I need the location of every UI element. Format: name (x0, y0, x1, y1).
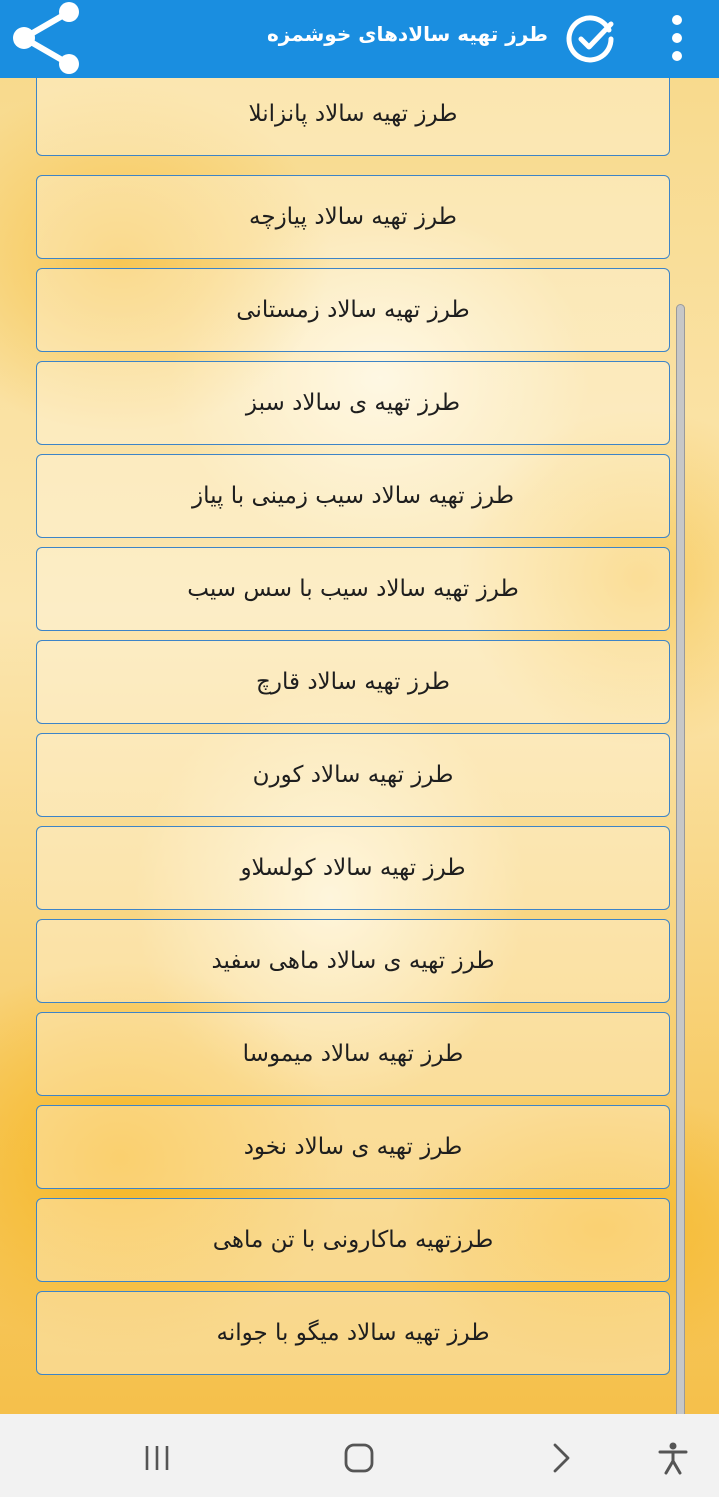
salad-list (0, 78, 719, 1414)
list-item[interactable] (36, 78, 670, 156)
list-item-label: طرز تهیه سالاد کولسلاو (240, 855, 466, 881)
list-item[interactable] (36, 919, 670, 1003)
content-area (0, 78, 719, 1414)
list-item-label: طرز تهیه سالاد پانزانلا (248, 101, 458, 127)
recent-apps-icon[interactable] (140, 1441, 174, 1475)
more-vertical-icon[interactable] (664, 12, 690, 66)
list-item-label: طرز تهیه سالاد زمستانی (236, 297, 470, 323)
list-item[interactable] (36, 454, 670, 538)
list-item[interactable] (36, 1291, 670, 1375)
share-icon[interactable] (6, 2, 82, 74)
list-item-label: طرز تهیه سالاد سیب زمینی با پیاز (191, 483, 515, 509)
list-item-label: طرز تهیه ی سالاد ماهی سفید (211, 948, 495, 974)
list-item[interactable] (36, 175, 670, 259)
list-item-label: طرز تهیه ی سالاد نخود (243, 1134, 463, 1160)
system-nav-bar (0, 1414, 719, 1497)
list-item[interactable] (36, 1012, 670, 1096)
back-icon[interactable] (544, 1441, 578, 1475)
accessibility-icon[interactable] (656, 1441, 690, 1475)
list-item-label: طرز تهیه سالاد کورن (252, 762, 454, 788)
list-item-label: طرزتهیه ماکارونی با تن ماهی (212, 1227, 494, 1253)
list-item[interactable] (36, 826, 670, 910)
app-bar (0, 0, 719, 78)
app-title: طرز تهیه سالادهای خوشمزه (266, 22, 548, 46)
list-item[interactable] (36, 640, 670, 724)
list-item[interactable] (36, 547, 670, 631)
scrollbar-thumb[interactable] (676, 304, 685, 1414)
check-badge-icon[interactable] (565, 13, 617, 65)
list-item-label: طرز تهیه سالاد قارچ (256, 669, 450, 695)
list-item[interactable] (36, 361, 670, 445)
list-item[interactable] (36, 1198, 670, 1282)
list-item-label: طرز تهیه سالاد پیازچه (249, 204, 457, 230)
home-icon[interactable] (342, 1441, 376, 1475)
list-item-label: طرز تهیه سالاد سیب با سس سیب (187, 576, 519, 602)
list-item-label: طرز تهیه سالاد میموسا (242, 1041, 464, 1067)
list-item[interactable] (36, 268, 670, 352)
list-item[interactable] (36, 733, 670, 817)
list-item-label: طرز تهیه سالاد میگو با جوانه (216, 1320, 490, 1346)
list-item[interactable] (36, 1105, 670, 1189)
list-item-label: طرز تهیه ی سالاد سبز (245, 390, 461, 416)
